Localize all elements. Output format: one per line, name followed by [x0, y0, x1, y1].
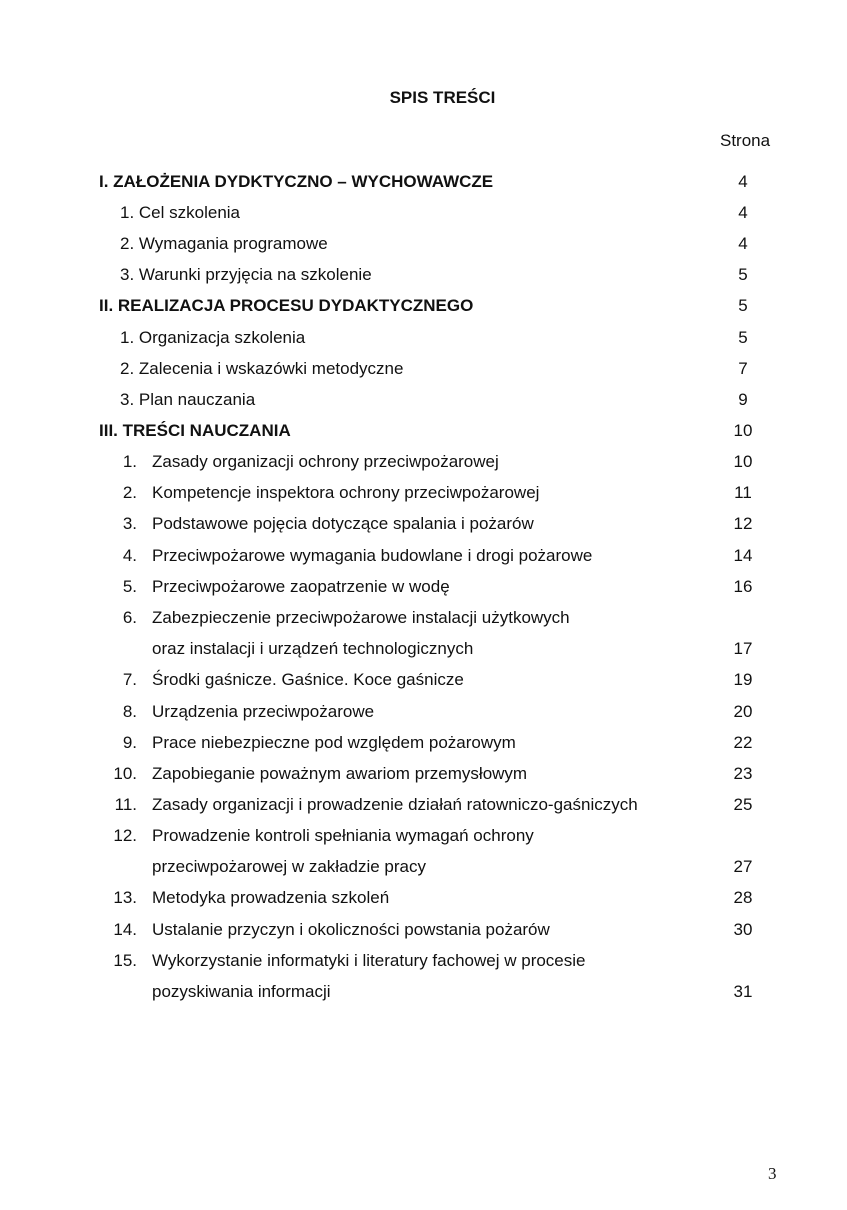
page-ref: 22 — [733, 733, 753, 752]
page-number: 3 — [768, 1164, 777, 1183]
page-ref: 30 — [733, 920, 753, 939]
page-ref: 25 — [733, 795, 753, 814]
item-number: 10. — [113, 764, 137, 783]
toc-section — [0, 419, 847, 443]
item-title: Zasady organizacji i prowadzenie działań ratowniczo-gaśniczych — [152, 795, 638, 814]
section-title: III. TREŚCI NAUCZANIA — [99, 421, 291, 440]
item-title: Urządzenia przeciwpożarowe — [152, 702, 375, 721]
item-number: 6. — [122, 608, 137, 627]
page-ref: 9 — [738, 390, 748, 409]
toc-subsection — [0, 388, 847, 412]
page-ref: 4 — [738, 203, 748, 222]
page-column-header: Strona — [720, 131, 771, 150]
item-number: 2. — [122, 483, 137, 502]
toc-item — [0, 700, 847, 724]
page-ref: 5 — [738, 328, 748, 347]
toc-item — [0, 481, 847, 505]
item-number: 4. — [122, 546, 137, 565]
page-title: SPIS TREŚCI — [389, 88, 496, 107]
page-ref: 16 — [733, 577, 753, 596]
item-title: Środki gaśnicze. Gaśnice. Koce gaśnicze — [152, 670, 464, 689]
toc-subsection — [0, 201, 847, 225]
toc-subsection — [0, 357, 847, 381]
item-title: Ustalanie przyczyn i okoliczności powstania pożarów — [152, 920, 550, 939]
item-number: 7. — [122, 670, 137, 689]
item-number: 13. — [113, 888, 137, 907]
section-title: II. REALIZACJA PROCESU DYDAKTYCZNEGO — [99, 296, 474, 315]
item-title: Przeciwpożarowe wymagania budowlane i drogi pożarowe — [152, 546, 593, 565]
item-number: 5. — [122, 577, 137, 596]
toc-item-continuation — [0, 637, 847, 661]
toc-item — [0, 918, 847, 942]
page-ref: 10 — [733, 452, 753, 471]
item-title: Metodyka prowadzenia szkoleń — [152, 888, 390, 907]
toc-item — [0, 824, 847, 848]
page-ref: 17 — [733, 639, 753, 658]
toc-item — [0, 668, 847, 692]
toc-item — [0, 606, 847, 630]
item-number: 9. — [122, 733, 137, 752]
item-number: 11. — [114, 795, 137, 814]
toc-item-continuation — [0, 855, 847, 879]
section-title: I. ZAŁOŻENIA DYDKTYCZNO – WYCHOWAWCZE — [99, 172, 494, 191]
item-number: 15. — [113, 951, 137, 970]
toc-item — [0, 512, 847, 536]
item-title-continued: pozyskiwania informacji — [152, 982, 331, 1001]
toc-item — [0, 544, 847, 568]
subsection-title: 1. Organizacja szkolenia — [120, 328, 306, 347]
page-ref: 5 — [738, 296, 748, 315]
toc-item — [0, 886, 847, 910]
page-ref: 23 — [733, 764, 753, 783]
page-ref: 27 — [733, 857, 753, 876]
page-ref: 4 — [738, 234, 748, 253]
toc-item — [0, 575, 847, 599]
page-ref: 28 — [733, 888, 753, 907]
toc-subsection — [0, 263, 847, 287]
item-title: Wykorzystanie informatyki i literatury fachowej w procesie — [152, 951, 586, 970]
item-title: Kompetencje inspektora ochrony przeciwpożarowej — [152, 483, 540, 502]
item-title: Przeciwpożarowe zaopatrzenie w wodę — [152, 577, 450, 596]
item-number: 8. — [122, 702, 137, 721]
subsection-title: 2. Wymagania programowe — [120, 234, 328, 253]
page-ref: 19 — [733, 670, 753, 689]
toc-item — [0, 949, 847, 973]
item-title: Zasady organizacji ochrony przeciwpożarowej — [152, 452, 499, 471]
page-ref: 20 — [733, 702, 753, 721]
item-number: 14. — [113, 920, 137, 939]
page-ref: 11 — [734, 483, 752, 502]
page-ref: 4 — [738, 172, 748, 191]
item-number: 1. — [122, 452, 137, 471]
subsection-title: 2. Zalecenia i wskazówki metodyczne — [120, 359, 404, 378]
page-ref: 14 — [733, 546, 753, 565]
item-title-continued: przeciwpożarowej w zakładzie pracy — [152, 857, 427, 876]
subsection-title: 3. Plan nauczania — [120, 390, 256, 409]
toc-item — [0, 450, 847, 474]
item-title-continued: oraz instalacji i urządzeń technologicznych — [152, 639, 474, 658]
item-number: 12. — [113, 826, 137, 845]
item-title: Zapobieganie poważnym awariom przemysłowym — [152, 764, 528, 783]
toc-subsection — [0, 326, 847, 350]
item-title: Prace niebezpieczne pod względem pożarowym — [152, 733, 516, 752]
page-ref: 5 — [738, 265, 748, 284]
item-title: Podstawowe pojęcia dotyczące spalania i pożarów — [152, 514, 534, 533]
subsection-title: 1. Cel szkolenia — [120, 203, 241, 222]
toc-item — [0, 762, 847, 786]
subsection-title: 3. Warunki przyjęcia na szkolenie — [120, 265, 372, 284]
toc-item — [0, 731, 847, 755]
page-ref: 10 — [733, 421, 753, 440]
page-ref: 31 — [733, 982, 753, 1001]
toc-item — [0, 793, 847, 817]
item-number: 3. — [122, 514, 137, 533]
toc-subsection — [0, 232, 847, 256]
toc-section — [0, 294, 847, 318]
page-ref: 7 — [738, 359, 748, 378]
item-title: Zabezpieczenie przeciwpożarowe instalacji użytkowych — [152, 608, 570, 627]
item-title: Prowadzenie kontroli spełniania wymagań ochrony — [152, 826, 534, 845]
toc-item-continuation — [0, 980, 847, 1004]
page-ref: 12 — [733, 514, 753, 533]
toc-section — [0, 170, 847, 194]
